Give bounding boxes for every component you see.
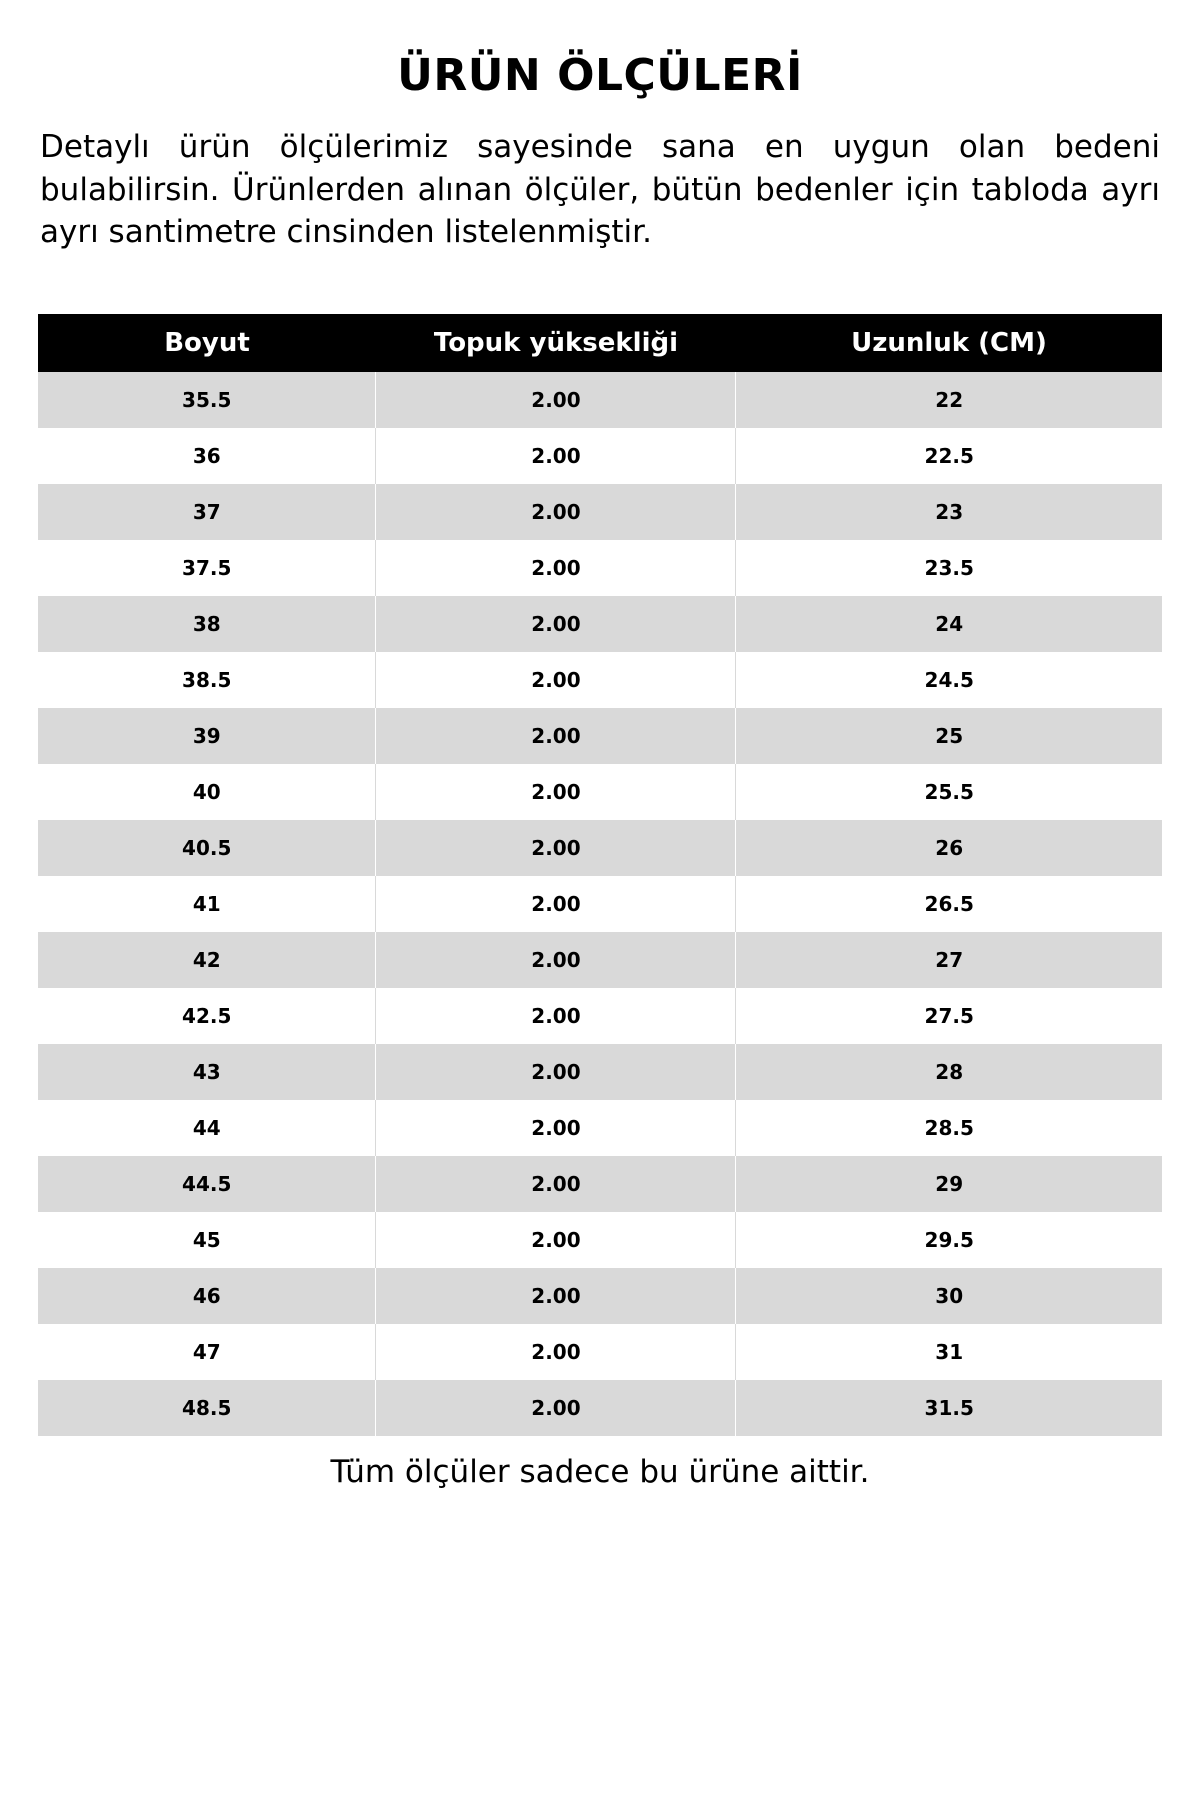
cell-length: 31 xyxy=(736,1324,1162,1380)
cell-length: 24.5 xyxy=(736,652,1162,708)
cell-length: 29 xyxy=(736,1156,1162,1212)
cell-length: 27.5 xyxy=(736,988,1162,1044)
cell-length: 22.5 xyxy=(736,428,1162,484)
cell-length: 30 xyxy=(736,1268,1162,1324)
table-header-row xyxy=(38,314,1162,372)
cell-heel-height: 2.00 xyxy=(376,1380,736,1436)
cell-size: 42 xyxy=(38,932,376,988)
cell-heel-height: 2.00 xyxy=(376,1212,736,1268)
cell-length: 27 xyxy=(736,932,1162,988)
cell-length: 29.5 xyxy=(736,1212,1162,1268)
table-row xyxy=(38,1100,1162,1156)
table-row xyxy=(38,596,1162,652)
table-row xyxy=(38,484,1162,540)
table-row xyxy=(38,988,1162,1044)
cell-size: 40.5 xyxy=(38,820,376,876)
table-row xyxy=(38,1212,1162,1268)
size-measurements-table xyxy=(38,314,1162,1436)
cell-size: 35.5 xyxy=(38,372,376,428)
cell-size: 43 xyxy=(38,1044,376,1100)
table-body xyxy=(38,372,1162,1436)
cell-heel-height: 2.00 xyxy=(376,1156,736,1212)
table-row xyxy=(38,428,1162,484)
cell-size: 42.5 xyxy=(38,988,376,1044)
cell-length: 25 xyxy=(736,708,1162,764)
cell-heel-height: 2.00 xyxy=(376,652,736,708)
table-row xyxy=(38,876,1162,932)
cell-size: 47 xyxy=(38,1324,376,1380)
cell-size: 45 xyxy=(38,1212,376,1268)
cell-size: 41 xyxy=(38,876,376,932)
intro-paragraph: Detaylı ürün ölçülerimiz sayesinde sana en uygun olan bedeni bulabilirsin. Ürünlerden alınan ölçüler, bütün bedenler için tabloda ayrı ayrı santimetre cinsinden listelenmiştir. xyxy=(40,129,1160,251)
cell-length: 28 xyxy=(736,1044,1162,1100)
table-header xyxy=(38,314,1162,372)
cell-heel-height: 2.00 xyxy=(376,932,736,988)
table-row xyxy=(38,372,1162,428)
cell-size: 40 xyxy=(38,764,376,820)
cell-heel-height: 2.00 xyxy=(376,1044,736,1100)
table-row xyxy=(38,1380,1162,1436)
table-row xyxy=(38,652,1162,708)
cell-size: 37 xyxy=(38,484,376,540)
cell-length: 24 xyxy=(736,596,1162,652)
column-header-size: Boyut xyxy=(38,314,376,372)
cell-length: 23 xyxy=(736,484,1162,540)
page-title: ÜRÜN ÖLÇÜLERİ xyxy=(397,50,803,101)
cell-size: 39 xyxy=(38,708,376,764)
table-row xyxy=(38,1044,1162,1100)
cell-heel-height: 2.00 xyxy=(376,428,736,484)
table-row xyxy=(38,1156,1162,1212)
footnote-text: Tüm ölçüler sadece bu ürüne aittir. xyxy=(330,1453,870,1490)
cell-size: 36 xyxy=(38,428,376,484)
table-row xyxy=(38,708,1162,764)
table-row xyxy=(38,1268,1162,1324)
cell-heel-height: 2.00 xyxy=(376,596,736,652)
cell-length: 26.5 xyxy=(736,876,1162,932)
cell-heel-height: 2.00 xyxy=(376,540,736,596)
cell-heel-height: 2.00 xyxy=(376,1268,736,1324)
cell-size: 38 xyxy=(38,596,376,652)
cell-heel-height: 2.00 xyxy=(376,988,736,1044)
cell-size: 46 xyxy=(38,1268,376,1324)
cell-heel-height: 2.00 xyxy=(376,876,736,932)
column-header-heel-height: Topuk yüksekliği xyxy=(376,314,736,372)
cell-length: 28.5 xyxy=(736,1100,1162,1156)
cell-length: 22 xyxy=(736,372,1162,428)
cell-length: 25.5 xyxy=(736,764,1162,820)
column-header-length: Uzunluk (CM) xyxy=(736,314,1162,372)
cell-length: 23.5 xyxy=(736,540,1162,596)
table-row xyxy=(38,764,1162,820)
cell-heel-height: 2.00 xyxy=(376,708,736,764)
cell-heel-height: 2.00 xyxy=(376,1324,736,1380)
cell-size: 44.5 xyxy=(38,1156,376,1212)
table-row xyxy=(38,820,1162,876)
cell-size: 44 xyxy=(38,1100,376,1156)
cell-size: 48.5 xyxy=(38,1380,376,1436)
cell-heel-height: 2.00 xyxy=(376,484,736,540)
cell-length: 26 xyxy=(736,820,1162,876)
cell-length: 31.5 xyxy=(736,1380,1162,1436)
cell-size: 37.5 xyxy=(38,540,376,596)
cell-heel-height: 2.00 xyxy=(376,1100,736,1156)
cell-size: 38.5 xyxy=(38,652,376,708)
cell-heel-height: 2.00 xyxy=(376,764,736,820)
table-row xyxy=(38,540,1162,596)
table-row xyxy=(38,932,1162,988)
cell-heel-height: 2.00 xyxy=(376,372,736,428)
cell-heel-height: 2.00 xyxy=(376,820,736,876)
table-row xyxy=(38,1324,1162,1380)
